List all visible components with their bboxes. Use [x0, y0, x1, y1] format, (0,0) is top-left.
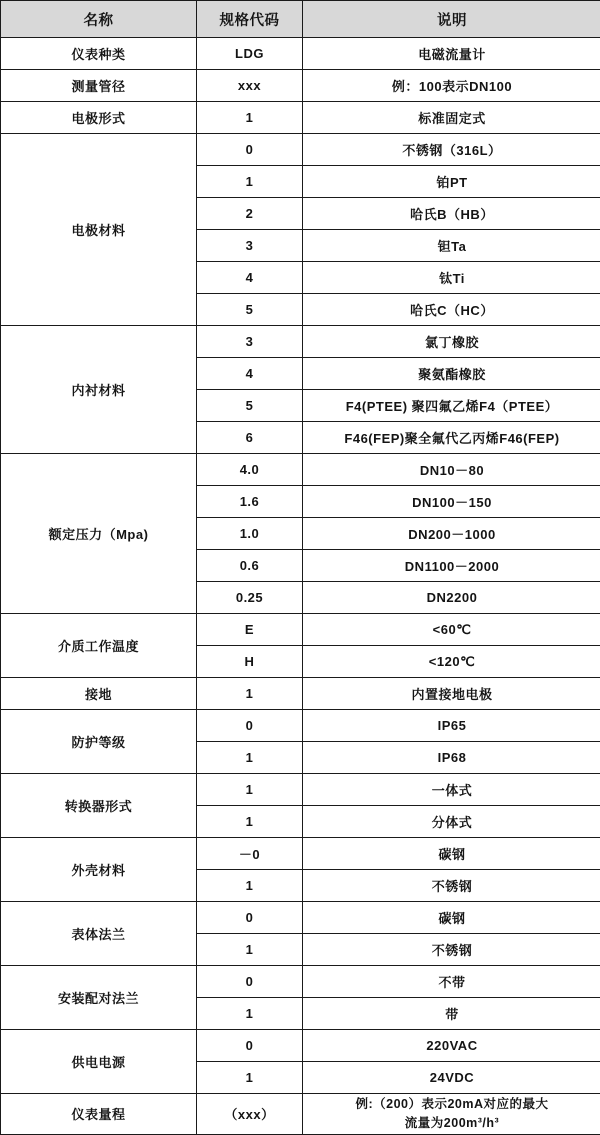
row-name: 测量管径: [1, 70, 197, 102]
spec-code: 0: [197, 1030, 303, 1062]
row-name: 转换器形式: [1, 774, 197, 838]
table-row: [1, 102, 600, 134]
spec-description-line2: 流量为200m³/h³: [305, 1114, 599, 1133]
spec-description: 不锈钢（316L）: [303, 134, 600, 166]
table-row: [1, 774, 600, 806]
spec-code: （xxx）: [197, 1094, 303, 1135]
spec-description: 带: [303, 998, 600, 1030]
spec-code: 0: [197, 966, 303, 998]
spec-code: xxx: [197, 70, 303, 102]
row-name: 电极材料: [1, 134, 197, 326]
column-header-name: 名称: [1, 1, 197, 38]
spec-code: 1: [197, 1062, 303, 1094]
spec-code: 0.25: [197, 582, 303, 614]
row-name: 介质工作温度: [1, 614, 197, 678]
spec-code: 1: [197, 166, 303, 198]
row-name: 仪表量程: [1, 1094, 197, 1135]
spec-description: 聚氨酯橡胶: [303, 358, 600, 390]
spec-code: 4: [197, 262, 303, 294]
spec-code: 1: [197, 870, 303, 902]
table-row: [1, 710, 600, 742]
table-row: [1, 678, 600, 710]
spec-code: E: [197, 614, 303, 646]
spec-description: 不锈钢: [303, 870, 600, 902]
spec-code: 1: [197, 998, 303, 1030]
spec-code: 1: [197, 102, 303, 134]
table-row: [1, 838, 600, 870]
spec-description: DN10－80: [303, 454, 600, 486]
spec-code: 2: [197, 198, 303, 230]
spec-description: 标准固定式: [303, 102, 600, 134]
spec-code: 0: [197, 710, 303, 742]
table-body: [1, 38, 600, 1135]
table-row: [1, 326, 600, 358]
spec-code: 0: [197, 134, 303, 166]
row-name: 仪表种类: [1, 38, 197, 70]
table-header: [1, 1, 600, 38]
row-name: 额定压力（Mpa): [1, 454, 197, 614]
spec-description: 24VDC: [303, 1062, 600, 1094]
spec-description: IP65: [303, 710, 600, 742]
table-row: [1, 1030, 600, 1062]
column-header-code: 规格代码: [197, 1, 303, 38]
spec-code: 1: [197, 742, 303, 774]
spec-code: 4: [197, 358, 303, 390]
spec-code: 1.0: [197, 518, 303, 550]
spec-description: 电磁流量计: [303, 38, 600, 70]
spec-code: 1: [197, 934, 303, 966]
row-name: 内衬材料: [1, 326, 197, 454]
spec-description: 220VAC: [303, 1030, 600, 1062]
spec-description: DN100－150: [303, 486, 600, 518]
spec-description: <120℃: [303, 646, 600, 678]
spec-code: 1: [197, 806, 303, 838]
spec-description: 不带: [303, 966, 600, 998]
row-name: 电极形式: [1, 102, 197, 134]
table-row: [1, 134, 600, 166]
spec-code: 3: [197, 326, 303, 358]
row-name: 接地: [1, 678, 197, 710]
spec-description: 一体式: [303, 774, 600, 806]
spec-description: IP68: [303, 742, 600, 774]
column-header-description: 说明: [303, 1, 600, 38]
spec-code: 3: [197, 230, 303, 262]
spec-description: 铂PT: [303, 166, 600, 198]
table-header-row: [1, 1, 600, 38]
table-row: [1, 902, 600, 934]
table-row: [1, 38, 600, 70]
spec-code: 5: [197, 390, 303, 422]
spec-code: 5: [197, 294, 303, 326]
row-name: 供电电源: [1, 1030, 197, 1094]
spec-description: <60℃: [303, 614, 600, 646]
table-row: [1, 614, 600, 646]
spec-description: 内置接地电极: [303, 678, 600, 710]
table-row: [1, 966, 600, 998]
row-name: 外壳材料: [1, 838, 197, 902]
spec-description: F4(PTEE) 聚四氟乙烯F4（PTEE）: [303, 390, 600, 422]
spec-description: 哈氏B（HB）: [303, 198, 600, 230]
spec-description: 不锈钢: [303, 934, 600, 966]
spec-description: 氯丁橡胶: [303, 326, 600, 358]
spec-code: H: [197, 646, 303, 678]
spec-code: 6: [197, 422, 303, 454]
spec-description: 碳钢: [303, 838, 600, 870]
row-name: 防护等级: [1, 710, 197, 774]
spec-code: 1: [197, 774, 303, 806]
table-row: [1, 70, 600, 102]
spec-code: LDG: [197, 38, 303, 70]
spec-code: 1.6: [197, 486, 303, 518]
table-row: [1, 1094, 600, 1135]
table-row: [1, 454, 600, 486]
spec-code: 0.6: [197, 550, 303, 582]
spec-description: DN1100－2000: [303, 550, 600, 582]
row-name: 安装配对法兰: [1, 966, 197, 1030]
spec-description: 哈氏C（HC）: [303, 294, 600, 326]
spec-code: 0: [197, 902, 303, 934]
spec-description: F46(FEP)聚全氟代乙丙烯F46(FEP): [303, 422, 600, 454]
spec-description: DN2200: [303, 582, 600, 614]
row-name: 表体法兰: [1, 902, 197, 966]
spec-description-line1: 例:（200）表示20mA对应的最大: [305, 1095, 599, 1114]
spec-description: 碳钢: [303, 902, 600, 934]
spec-description: DN200－1000: [303, 518, 600, 550]
spec-description: 分体式: [303, 806, 600, 838]
spec-code: 1: [197, 678, 303, 710]
spec-description: 钽Ta: [303, 230, 600, 262]
spec-description: [303, 1094, 600, 1135]
spec-code: －0: [197, 838, 303, 870]
spec-description: 钛Ti: [303, 262, 600, 294]
spec-description: 例：100表示DN100: [303, 70, 600, 102]
spec-code: 4.0: [197, 454, 303, 486]
